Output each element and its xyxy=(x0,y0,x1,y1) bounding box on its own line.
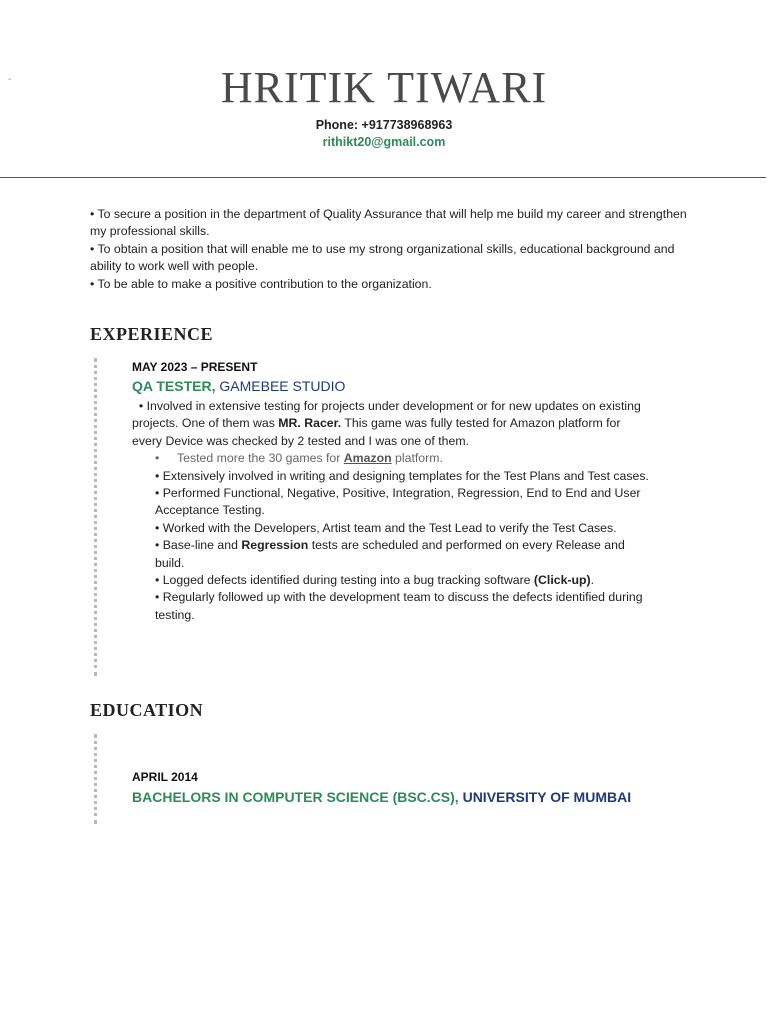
school-name: UNIVERSITY OF MUMBAI xyxy=(462,789,632,805)
objective-item: • To obtain a position that will enable me to use my strong organizational skills, educational background and ability to work well with people. xyxy=(90,241,675,274)
resume-header xyxy=(0,62,768,149)
job-bullet: • Extensively involved in writing and designing templates for the Test Plans and Test cases. xyxy=(155,468,649,483)
job-bullets xyxy=(155,450,652,624)
amazon-text: Amazon xyxy=(343,451,392,466)
phone-number: +917738968963 xyxy=(361,118,453,132)
job-role xyxy=(132,376,652,396)
phone-label: Phone: xyxy=(315,118,359,132)
job-bullet: • Regularly followed up with the development team to discuss the defects identified during testing. xyxy=(155,590,643,622)
education-heading: EDUCATION xyxy=(90,700,204,720)
experience-heading: EXPERIENCE xyxy=(90,324,214,344)
experience-dotted-line xyxy=(94,358,97,676)
stray-mark: - xyxy=(8,74,12,85)
job-bullet: • Logged defects identified during testing into a bug tracking software (Click-up). xyxy=(155,573,595,588)
game-name: MR. Racer. xyxy=(278,416,342,431)
job-company: GAMEBEE STUDIO xyxy=(219,378,346,394)
job-date: MAY 2023 – PRESENT xyxy=(132,360,258,374)
candidate-name: HRITIK TIWARI xyxy=(220,63,548,112)
education-date: APRIL 2014 xyxy=(132,770,198,784)
degree-name: BACHELORS IN COMPUTER SCIENCE (BSC.CS), xyxy=(132,789,459,805)
job-bullet: • Tested more the 30 games for Amazon platform. xyxy=(155,451,443,466)
job-bullet: • Base-line and Regression tests are scheduled and performed on every Release and build. xyxy=(155,538,625,570)
education-entry xyxy=(132,768,692,807)
header-divider xyxy=(0,177,766,178)
education-degree xyxy=(132,787,692,807)
phone-line xyxy=(0,118,768,132)
objective-item: • To secure a position in the department of Quality Assurance that will help me build my career and strengthen my professional skills. xyxy=(90,207,687,239)
email-address: rithikt20@gmail.com xyxy=(322,135,446,149)
job-bullet: • Worked with the Developers, Artist team and the Test Lead to verify the Test Cases. xyxy=(155,520,617,535)
job-description: • Involved in extensive testing for projects under development or for new updates on existing projects. One of them was MR. Racer. This game was fully tested for Amazon platform for every Device was checked by 2 tested and I was one of them. xyxy=(132,399,641,448)
objective-item: • To be able to make a positive contribution to the organization. xyxy=(90,276,432,291)
job-bullet: • Performed Functional, Negative, Positive, Integration, Regression, End to End and User Acceptance Testing. xyxy=(155,486,641,518)
job-entry xyxy=(132,358,652,624)
education-dotted-line xyxy=(94,734,97,824)
job-title: QA TESTER, xyxy=(132,378,216,394)
objective-section xyxy=(90,206,690,293)
